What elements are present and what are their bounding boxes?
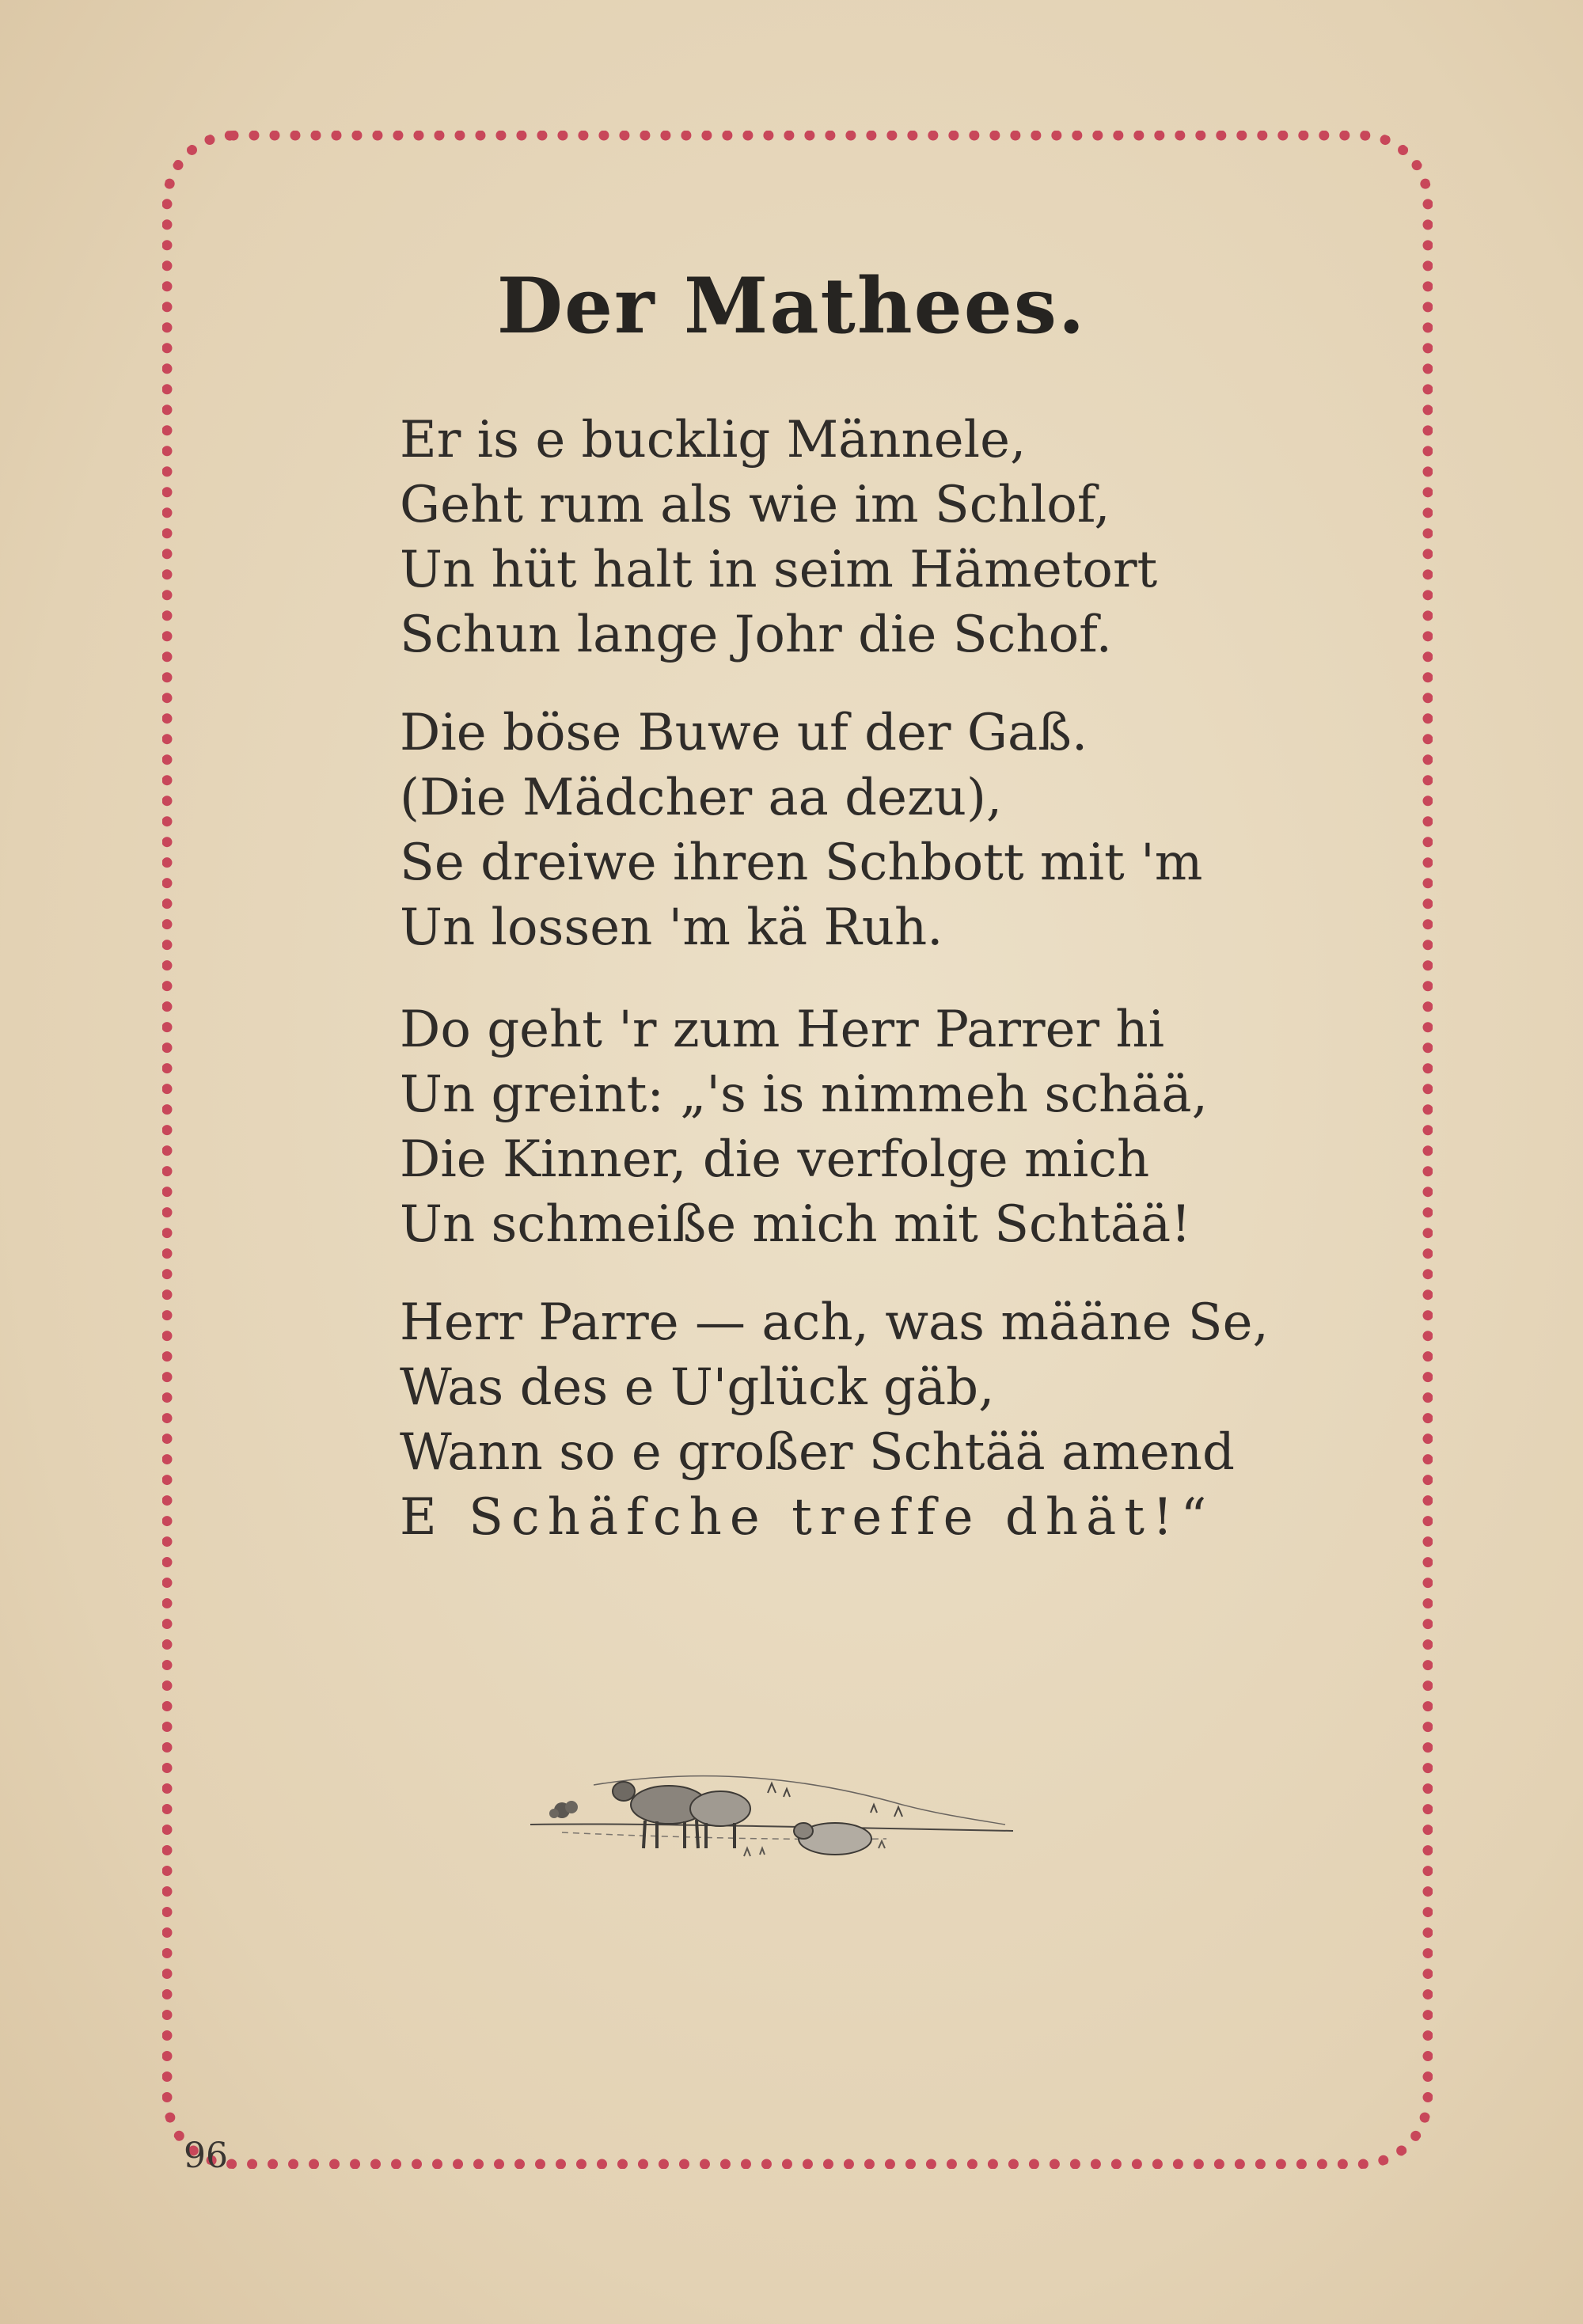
poem-title: Der Mathees. [496,261,1087,351]
poem-line: Herr Parre — ach, was määne Se, [400,1293,1269,1352]
poem-line: Un hüt halt in seim Hämetort [400,541,1158,599]
poem-line: Er is e bucklig Männele, [400,411,1027,469]
poem-line: Geht rum als wie im Schlof, [400,476,1110,534]
sheep-vignette-icon [530,1737,1013,1876]
poem-line: Was des e U'glück gäb, [400,1358,995,1417]
poem-line: Un schmeiße mich mit Schtää! [400,1195,1191,1254]
poem-line: Schun lange Johr die Schof. [400,606,1112,664]
poem-line: Do geht 'r zum Herr Parrer hi [400,1001,1165,1059]
stanza-4 [400,1290,1270,1550]
poem-line: Un greint: „'s is nimmeh schää, [400,1065,1208,1124]
poem-line: Die Kinner, die verfolge mich [400,1130,1150,1189]
poem-line: (Die Mädcher aa dezu), [400,769,1003,827]
poem-line: Se dreiwe ihren Schbott mit 'm [400,834,1203,892]
page-number: 96 [184,2136,228,2176]
poem-line: E Schäfche treffe dhät!“ [400,1488,1215,1547]
poem-line: Die böse Buwe uf der Gaß. [400,704,1088,762]
stanza-2 [400,701,1270,960]
poem-line: Un lossen 'm kä Ruh. [400,898,943,957]
stanza-1 [400,408,1270,667]
poem-line: Wann so e großer Schtää amend [400,1423,1235,1482]
stanza-3 [400,997,1270,1257]
